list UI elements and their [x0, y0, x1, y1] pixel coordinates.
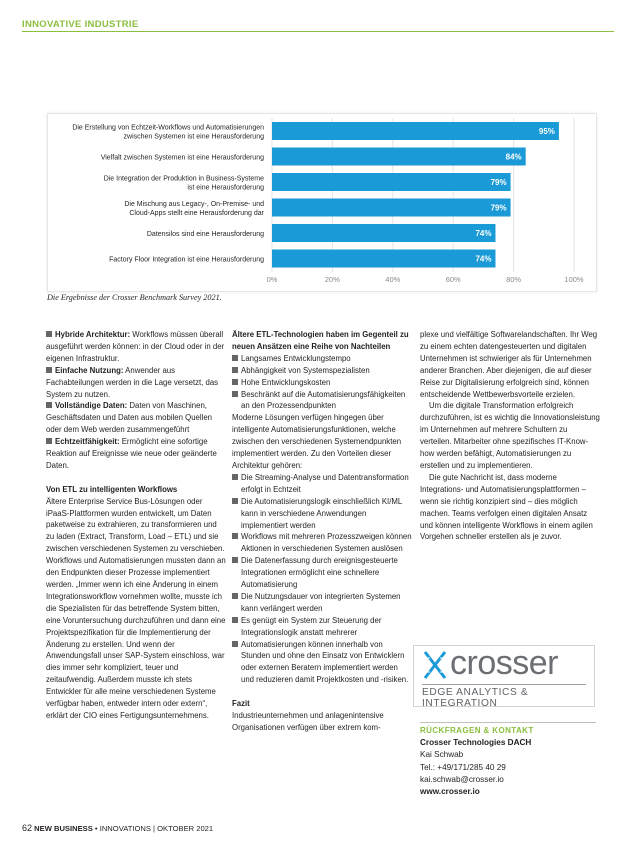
- category-label: Factory Floor Integration ist eine Herausforderung: [109, 256, 264, 264]
- x-tick-label: 0%: [266, 275, 278, 284]
- bar-value-label: 74%: [475, 254, 492, 264]
- crosser-logo: [413, 645, 595, 707]
- list-item: [232, 555, 413, 591]
- footer-issue: OKTOBER 2021: [157, 824, 214, 833]
- bullet-square-icon: [232, 367, 238, 373]
- list-item-text: Die Automatisierungslogik einschließlich KI/ML kann in verschiedene Anwendungen implementiert werden: [241, 496, 402, 530]
- logo-tagline: EDGE ANALYTICS & INTEGRATION: [422, 687, 529, 709]
- category-label: Vielfalt zwischen Systemen ist eine Herausforderung: [100, 154, 264, 162]
- contact-company: Crosser Technologies DACH: [420, 738, 532, 748]
- list-item: [232, 531, 413, 555]
- list-item-text: Beschränkt auf die Automatisierungsfähigkeiten an den Prozessendpunkten: [241, 389, 406, 411]
- x-tick-label: 80%: [506, 275, 522, 284]
- crosser-x-mark-icon: [422, 649, 448, 681]
- x-tick-label: 100%: [564, 275, 584, 284]
- x-tick-label: 40%: [385, 275, 401, 284]
- bar-value-label: 74%: [475, 229, 492, 238]
- bullet-text: Ermöglicht eine sofortige Reaktion auf Ereignisse wie neue oder geänderte Daten.: [46, 437, 217, 470]
- bullet-square-icon: [46, 367, 52, 373]
- survey-chart: [47, 113, 597, 292]
- category-label: Die Mischung aus Legacy-, On-Premise- und: [124, 201, 264, 208]
- contact-heading: RÜCKFRAGEN & KONTAKT: [420, 726, 534, 735]
- bullet-square-icon: [232, 641, 238, 647]
- section-heading: Von ETL zu intelligenten Workflows: [46, 484, 178, 494]
- list-item-text: Abhängigkeit von Systemspezialisten: [241, 365, 370, 375]
- bullet-usability: [46, 365, 227, 401]
- bullet-square-icon: [232, 391, 238, 397]
- list-item: [232, 591, 413, 615]
- bar: [272, 250, 495, 268]
- section-heading: Ältere ETL-Technologien haben im Gegenteil zu neuen Ansätzen eine Reihe von Nachteilen: [232, 330, 409, 351]
- list-item-text: Langsames Entwicklungstempo: [241, 353, 351, 363]
- bullet-square-icon: [232, 617, 238, 623]
- list-item: [232, 377, 413, 389]
- bullet-square-icon: [232, 474, 238, 480]
- bullet-text: Daten von Maschinen, Geschäftsdaten und Daten aus mobilen Quellen oder dem Web werden zusammengeführt: [46, 401, 213, 435]
- bullet-square-icon: [46, 438, 52, 444]
- section-tag: INNOVATIVE INDUSTRIE: [22, 19, 139, 30]
- contact-phone: Tel.: +49/171/285 40 29: [420, 762, 506, 772]
- bullet-title: Hybride Architektur:: [55, 330, 131, 339]
- bar: [272, 173, 511, 191]
- list-item-text: Es genügt ein System zur Steuerung der Integrationslogik anstatt mehrerer: [241, 615, 382, 637]
- chart-caption: Die Ergebnisse der Crosser Benchmark Survey 2021.: [47, 293, 222, 302]
- list-item: [232, 615, 413, 639]
- category-label: Die Integration der Produktion in Business-Systeme: [103, 175, 264, 183]
- list-item: [232, 496, 413, 532]
- cons-list: [232, 353, 413, 413]
- bullet-data: [46, 400, 227, 436]
- body-paragraph: Moderne Lösungen verfügen hingegen über intelligente Automatisierungsfunktionen, welche zwischen den verschiedenen Systemendpunkten implementiert werden. Zu den Vorteilen dieser Architektur gehören:: [232, 413, 402, 470]
- bar-value-label: 79%: [490, 203, 507, 213]
- body-paragraph: Ältere Enterprise Service Bus-Lösungen oder iPaaS-Plattformen wurden entwickelt, um Daten paketweise zu extrahieren, zu transformieren und zu laden (Extract, Transform, Load – ETL) und sie zwischen verschiedenen Systemen zu verschieben. Workflows und Automatisierungen mussten dann an den Endpunkten dieser Prozesse implementiert werden. „Immer wenn ich eine Änderung in einem Integrationsworkflow vornehmen wollte, musste ich die Spezialisten für das betreffende System bitten, eine Voruntersuchung durchzuführen und dann eine Projektspezifikation für die Implementierung der Änderung zu erstellen. Und wenn der Anwendungsfall unser SAP-System einschloss, war dies immer sehr kompliziert, teuer und zeitaufwendig. Außerdem musste ich stets Entwickler für alle meine verschiedenen Systeme verfügbar haben, entweder intern oder extern“, erklärt der CIO eines Fertigungsunternehmens.: [46, 496, 226, 720]
- text-column-1: [46, 329, 227, 722]
- contact-website[interactable]: www.crosser.io: [420, 787, 480, 797]
- body-paragraph: Um die digitale Transformation erfolgreich durchzuführen, ist es wichtig die Innovationsleistung im Unternehmen auf mehrere Schultern zu verteilen. Mitarbeiter ohne spezifisches IT-Know-how werden befähigt, Automatisierungen zu erstellen und zu implementieren.: [420, 401, 600, 470]
- category-label: zwischen Systemen ist eine Herausforderung: [123, 133, 264, 141]
- publication-name: NEW BUSINESS: [34, 824, 93, 833]
- bar: [272, 148, 526, 166]
- footer-separator: •: [94, 824, 100, 833]
- fazit-text: Industrieunternehmen und anlagenintensive Organisationen verfügen über extrem kom-: [232, 710, 384, 732]
- list-item-text: Die Datenerfassung durch ereignisgesteuerte Integrationen ermöglicht eine schnellere Automatisierung: [241, 556, 398, 590]
- bullet-square-icon: [232, 557, 238, 563]
- list-item: [232, 639, 413, 687]
- bullet-square-icon: [232, 498, 238, 504]
- bullet-text: Workflows müssen überall ausgeführt werden können: in der Cloud oder in der eigenen Infrastruktur.: [46, 330, 225, 363]
- text-column-3: [420, 329, 601, 543]
- category-label: Cloud-Apps stellt eine Herausforderung dar: [129, 210, 264, 217]
- bullet-title: Echtzeitfähigkeit:: [55, 437, 120, 447]
- bar: [272, 199, 511, 217]
- bullet-square-icon: [46, 402, 52, 408]
- body-paragraph: plexe und vielfältige Softwarelandschaften. Ihr Weg zu einem echten datengesteuerten und digitalen Unternehmen ist schwieriger als für Unternehmen anderer Branchen. Aber diejenigen, die auf dieser Reise zur Digitalisierung erfolgreich sind, können entscheidende Wettbewerbsvorteile erzielen.: [420, 330, 598, 399]
- bullet-hybrid: [46, 329, 227, 365]
- category-label: Datensilos sind eine Herausforderung: [146, 231, 264, 238]
- x-tick-label: 20%: [324, 275, 340, 284]
- bar-value-label: 95%: [538, 127, 555, 136]
- contact-divider: [420, 722, 596, 723]
- footer-section: INNOVATIONS: [99, 824, 151, 833]
- x-tick-label: 60%: [445, 275, 461, 284]
- bullet-square-icon: [46, 331, 52, 337]
- bullet-square-icon: [232, 593, 238, 599]
- category-label: ist eine Herausforderung: [187, 184, 264, 192]
- list-item: [232, 389, 413, 413]
- bullet-square-icon: [232, 355, 238, 361]
- bullet-square-icon: [232, 533, 238, 539]
- bullet-title: Einfache Nutzung:: [55, 365, 124, 375]
- contact-name: Kai Schwab: [420, 750, 464, 760]
- list-item-text: Workflows mit mehreren Prozesszweigen können Aktionen in verschiedenen Systemen auslösen: [241, 532, 412, 554]
- list-item-text: Die Nutzungsdauer von integrierten Systemen kann verlängert werden: [241, 591, 401, 613]
- section-rule: [22, 31, 614, 32]
- category-label: Die Erstellung von Echtzeit-Workflows und Automatisierungen: [72, 124, 264, 132]
- bar-value-label: 84%: [505, 152, 522, 162]
- text-column-2: [232, 329, 413, 734]
- bar: [272, 122, 559, 140]
- bullet-text: Anwender aus Fachabteilungen werden in die Lage versetzt, das System zu nutzen.: [46, 365, 219, 399]
- bullet-square-icon: [232, 379, 238, 385]
- bar-value-label: 79%: [490, 178, 507, 187]
- list-item: [232, 365, 413, 377]
- list-item: [232, 472, 413, 496]
- logo-divider: [422, 684, 586, 685]
- list-item: [232, 353, 413, 365]
- bullet-title: Vollständige Daten:: [55, 401, 128, 411]
- bullet-realtime: [46, 436, 227, 472]
- list-item-text: Die Streaming-Analyse und Datentransformation erfolgt in Echtzeit: [241, 472, 409, 494]
- logo-wordmark: crosser: [450, 644, 558, 682]
- fazit-heading: Fazit: [232, 699, 250, 709]
- list-item-text: Automatisierungen können innerhalb von Stunden und ohne den Einsatz von Entwicklern oder externen Beratern implementiert werden und reduzieren damit Projektkosten und -risiken.: [241, 639, 409, 685]
- bar: [272, 224, 495, 242]
- contact-box: [420, 725, 534, 798]
- pros-list: [232, 472, 413, 686]
- footer-separator: |: [153, 824, 158, 833]
- page-footer: [22, 823, 213, 833]
- list-item-text: Hohe Entwicklungskosten: [241, 377, 331, 387]
- page-number: 62: [22, 823, 33, 833]
- contact-email[interactable]: kai.schwab@crosser.io: [420, 774, 504, 784]
- chart-svg: [48, 114, 596, 291]
- body-paragraph: Die gute Nachricht ist, dass moderne Integrations- und Automatisierungsplattformen – wenn sie richtig konzipiert sind – dies möglich machen. Teams verfolgen einen digitalen Ansatz und können intelligente Workflows in einem agilen Vorgehen schneller erstellen als je zuvor.: [420, 472, 593, 542]
